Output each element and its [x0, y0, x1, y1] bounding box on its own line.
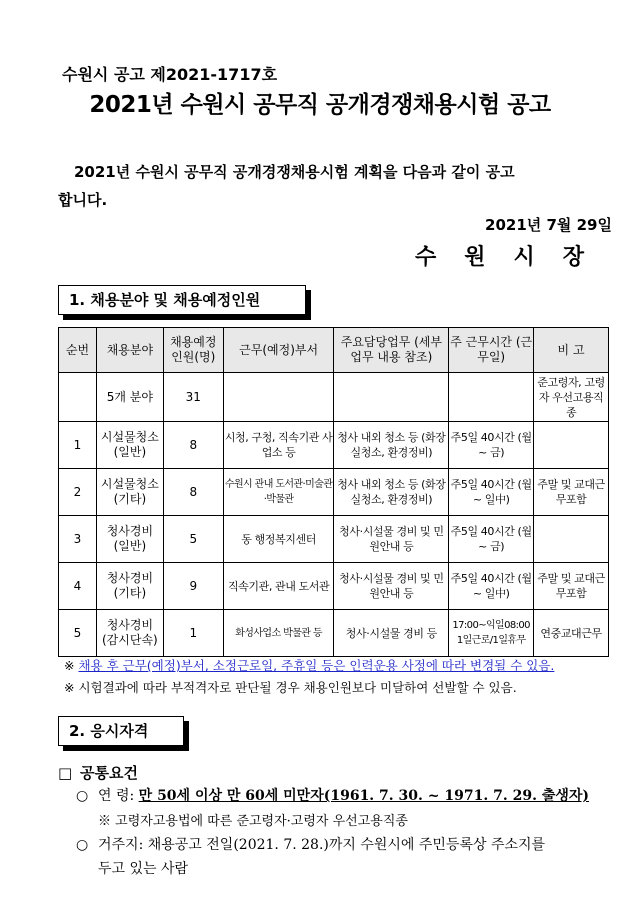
row-field: 청사경비 (일반): [96, 516, 163, 563]
table-row: [59, 469, 609, 516]
row-duty: 청사 내외 청소 등 (화장실청소, 환경정비): [334, 422, 449, 469]
note-change-notice: [64, 656, 554, 674]
document-title: 2021년 수원시 공무직 공개경쟁채용시험 공고: [89, 92, 551, 118]
age-value: 만 50세 이상 만 60세 미만자(1961. 7. 30. ~ 1971. 7. 29. 출생자): [138, 788, 590, 804]
common-requirements-title: 공통요건: [80, 764, 138, 782]
intro-paragraph: [58, 158, 618, 214]
row-field: 시설물청소 (기타): [96, 469, 163, 516]
row-hours: 17:00~익일08:00 1일근로/1일휴무: [449, 610, 534, 657]
row-no: 5: [59, 610, 97, 657]
row-no: 1: [59, 422, 97, 469]
recruitment-table: [58, 327, 609, 657]
row-hours: 주5일 40시간 (월 ~ 금): [449, 516, 534, 563]
row-no: 4: [59, 563, 97, 610]
row-no: 2: [59, 469, 97, 516]
checkbox-square-icon: □: [58, 764, 73, 782]
header-duty: 주요담당업무 (세부업무 내용 참조): [334, 328, 449, 373]
summary-hours: [449, 373, 534, 422]
age-note-mark: ※: [98, 814, 112, 829]
row-duty: 청사·시설물 경비 및 민원안내 등: [334, 516, 449, 563]
note-change-text: 채용 후 근무(예정)부서, 소정근로일, 주휴일 등은 인력운용 사정에 따라 변경될 수 있음.: [78, 658, 555, 673]
notice-number: 수원시 공고 제2021-1717호: [62, 65, 278, 84]
table-summary-row: [59, 373, 609, 422]
age-requirement: [76, 785, 589, 805]
note-mark-2: ※: [64, 680, 75, 695]
row-dept: 시청, 구청, 직속기관 사업소 등: [223, 422, 334, 469]
table-row: [59, 563, 609, 610]
note-mark-1: ※: [64, 658, 75, 673]
circle-bullet-icon: ○: [76, 837, 89, 853]
row-note: 주말 및 교대근무포함: [534, 469, 609, 516]
summary-duty: [334, 373, 449, 422]
row-count: 5: [163, 516, 223, 563]
table-row: [59, 422, 609, 469]
row-duty: 청사·시설물 경비 및 민원안내 등: [334, 563, 449, 610]
table-row: [59, 516, 609, 563]
row-field: 시설물청소 (일반): [96, 422, 163, 469]
row-count: 8: [163, 469, 223, 516]
row-hours: 주5일 40시간 (월 ~ 일中): [449, 563, 534, 610]
header-field: 채용분야: [96, 328, 163, 373]
row-note: 연중교대근무: [534, 610, 609, 657]
row-field: 청사경비 (기타): [96, 563, 163, 610]
section-1-heading: 1. 채용분야 및 채용예정인원: [58, 285, 306, 315]
row-duty: 청사 내외 청소 등 (화장실청소, 환경정비): [334, 469, 449, 516]
row-count: 8: [163, 422, 223, 469]
notice-date: 2021년 7월 29일: [485, 216, 612, 234]
residence-requirement: [76, 834, 616, 854]
circle-bullet-icon: ○: [76, 788, 89, 804]
age-note: [98, 810, 408, 829]
row-count: 9: [163, 563, 223, 610]
common-requirements-heading: [58, 762, 138, 783]
table-row: [59, 610, 609, 657]
table-header-row: [59, 328, 609, 373]
header-count: 채용예정 인원(명): [163, 328, 223, 373]
row-duty: 청사·시설물 경비 등: [334, 610, 449, 657]
summary-note: 준고령자, 고령자 우선고용직종: [534, 373, 609, 422]
row-hours: 주5일 40시간 (월 ~ 일中): [449, 469, 534, 516]
row-dept: 수원시 관내 도서관·미술관·박물관: [223, 469, 334, 516]
intro-line-2: 합니다.: [58, 191, 108, 209]
age-note-text: 고령자고용법에 따른 준고령자·고령자 우선고용직종: [115, 814, 408, 829]
intro-line-1: 2021년 수원시 공무직 공개경쟁채용시험 계획을 다음과 같이 공고: [74, 163, 515, 181]
residence-line-2: 두고 있는 사람: [98, 861, 189, 877]
row-dept: 동 행정복지센터: [223, 516, 334, 563]
row-field: 청사경비 (감시단속): [96, 610, 163, 657]
row-note: [534, 422, 609, 469]
summary-dept: [223, 373, 334, 422]
issuer-name: 수원시장: [414, 245, 612, 270]
age-label: 연 령:: [98, 788, 135, 804]
row-no: 3: [59, 516, 97, 563]
header-note: 비 고: [534, 328, 609, 373]
summary-no: [59, 373, 97, 422]
row-note: [534, 516, 609, 563]
row-dept: 직속기관, 관내 도서관: [223, 563, 334, 610]
row-dept: 화성사업소 박물관 등: [223, 610, 334, 657]
summary-field: 5개 분야: [96, 373, 163, 422]
note-selection-text: 시험결과에 따라 부적격자로 판단될 경우 채용인원보다 미달하여 선발할 수 있음.: [78, 680, 517, 695]
row-count: 1: [163, 610, 223, 657]
header-hours: 주 근무시간 (근무일): [449, 328, 534, 373]
header-no: 순번: [59, 328, 97, 373]
summary-count: 31: [163, 373, 223, 422]
section-2-heading: 2. 응시자격: [58, 716, 184, 746]
header-dept: 근무(예정)부서: [223, 328, 334, 373]
note-selection-notice: [64, 678, 517, 696]
row-hours: 주5일 40시간 (월 ~ 금): [449, 422, 534, 469]
residence-line-1: 거주지: 채용공고 전일(2021. 7. 28.)까지 수원시에 주민등록상 주소지를: [98, 837, 546, 853]
row-note: 주말 및 교대근무포함: [534, 563, 609, 610]
